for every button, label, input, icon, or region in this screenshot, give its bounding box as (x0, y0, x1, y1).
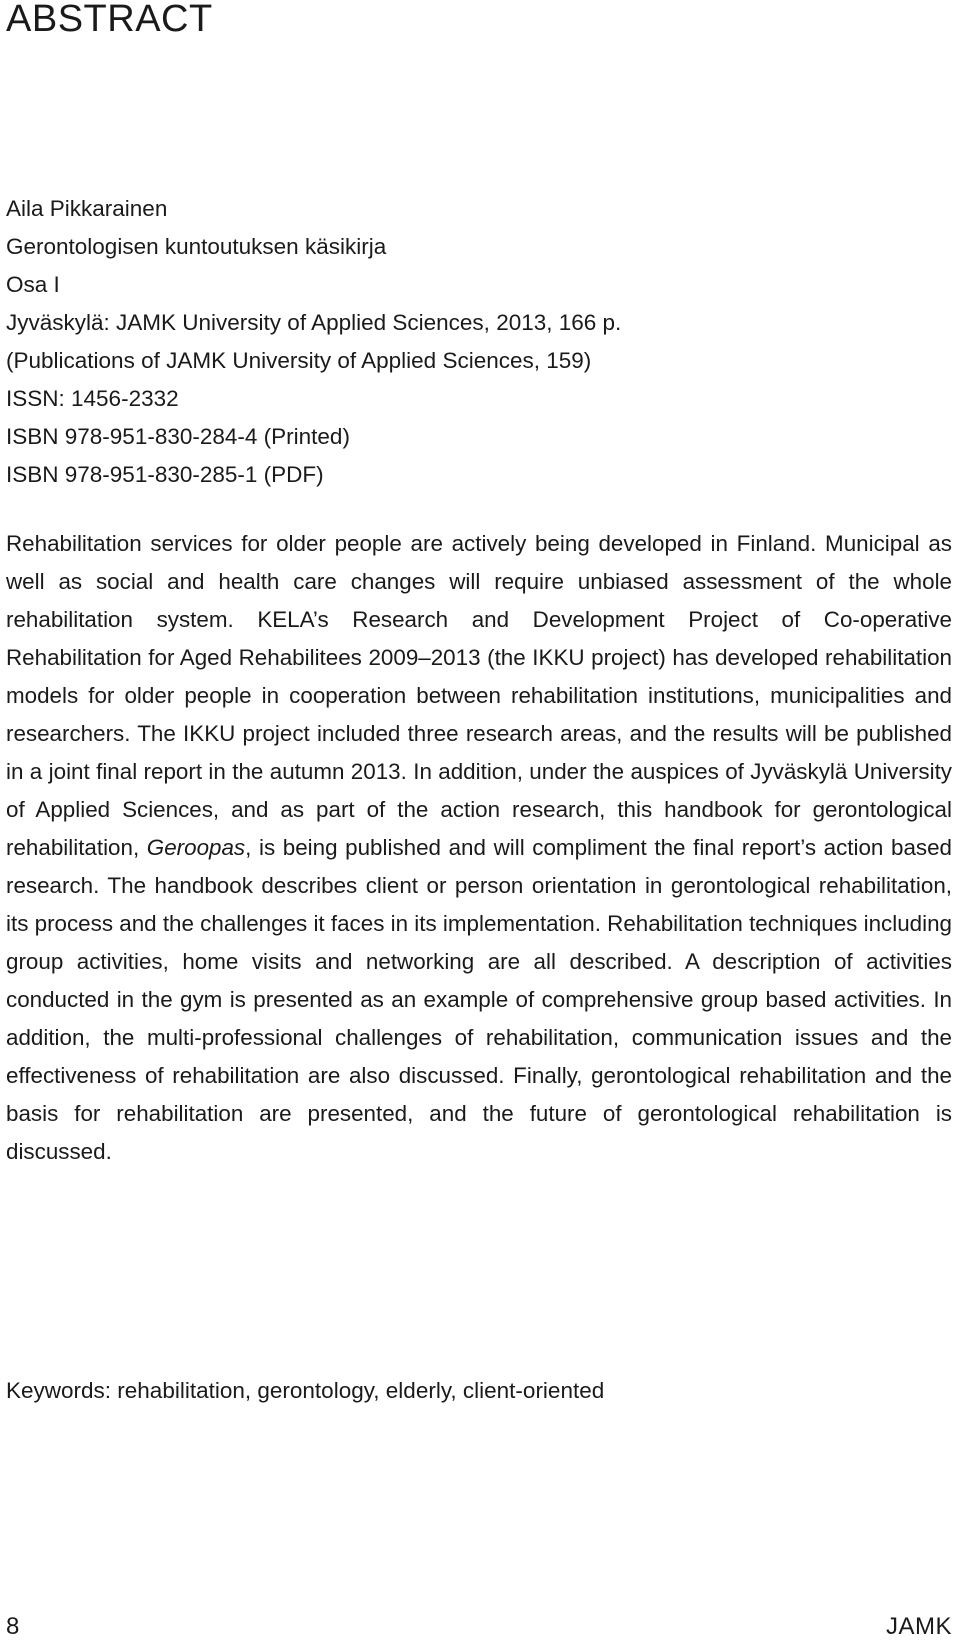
page-title: ABSTRACT (6, 0, 213, 40)
page-number: 8 (6, 1613, 20, 1640)
series-line: (Publications of JAMK University of Applied Sciences, 159) (6, 348, 592, 373)
issn-line: ISSN: 1456-2332 (6, 386, 179, 411)
abstract-paragraph (6, 525, 952, 1171)
footer-publisher: JAMK (885, 1613, 952, 1640)
bibliographic-info (6, 190, 946, 494)
author-name: Aila Pikkarainen (6, 196, 168, 221)
abstract-text-part-1: Rehabilitation services for older people are actively being developed in Finland. Municipal as well as social and health care changes will require unbiased assessment of the whole rehabilitation system. KELA’s Research and Development Project of Co-operative Rehabilitation for Aged Rehabilitees 2009–2013 (the IKKU project) has developed rehabilitation models for older people in cooperation between rehabilitation institutions, municipalities and researchers. The IKKU project included three research areas, and the results will be published in a joint final report in the autumn 2013. In addition, under the auspices of Jyväskylä University of Applied Sciences, and as part of the action research, this handbook for gerontological rehabilitation, (6, 531, 952, 860)
isbn-pdf-line: ISBN 978-951-830-285-1 (PDF) (6, 462, 324, 487)
isbn-printed-line: ISBN 978-951-830-284-4 (Printed) (6, 424, 350, 449)
publisher-line: Jyväskylä: JAMK University of Applied Sciences, 2013, 166 p. (6, 310, 622, 335)
abstract-text-part-2: , is being published and will compliment the final report’s action based research. The handbook describes client or person orientation in gerontological rehabilitation, its process and the challenges it faces in its implementation. Rehabilitation techniques including group activities, home visits and networking are all described. A description of activities conducted in the gym is presented as an example of comprehensive group based activities. In addition, the multi-professional challenges of rehabilitation, communication issues and the effectiveness of rehabilitation are also discussed. Finally, gerontological rehabilitation and the basis for rehabilitation are presented, and the future of gerontological rehabilitation is discussed. (6, 835, 953, 1164)
book-title: Gerontologisen kuntoutuksen käsikirja (6, 234, 387, 259)
book-part: Osa I (6, 272, 60, 297)
abstract-italic-term: Geroopas (146, 835, 246, 860)
keywords-line: Keywords: rehabilitation, gerontology, elderly, client-oriented (6, 1378, 605, 1403)
